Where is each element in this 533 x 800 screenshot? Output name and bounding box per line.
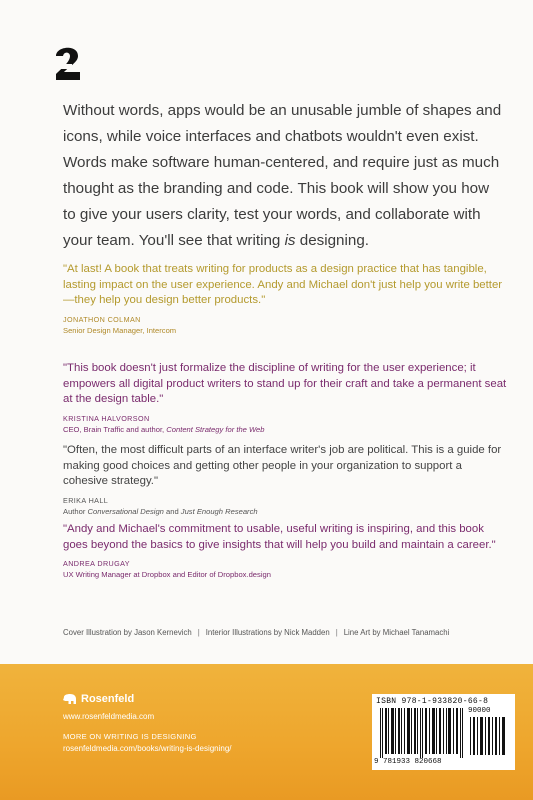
testimonial-2	[63, 361, 508, 434]
interior-credit: Interior Illustrations by Nick Madden	[205, 628, 330, 637]
description-text-end: designing.	[295, 232, 369, 249]
role-book-title: Content Strategy for the Web	[166, 424, 265, 434]
role-book-title-2: Just Enough Research	[180, 506, 258, 516]
more-info-heading: MORE ON WRITING IS DESIGNING	[63, 732, 197, 741]
testimonial-role: UX Writing Manager at Dropbox and Editor of Dropbox.design	[63, 570, 271, 579]
testimonial-author: JONATHON COLMAN	[63, 314, 141, 324]
testimonial-3	[63, 443, 508, 516]
ean-digits: 9 781933 820668	[374, 758, 442, 766]
book-description	[63, 98, 503, 254]
more-info-url: rosenfeldmedia.com/books/writing-is-designing/	[63, 744, 232, 753]
testimonial-author: ERIKA HALL	[63, 495, 109, 505]
testimonial-author: ANDREA DRUGAY	[63, 559, 130, 568]
description-text: Without words, apps would be an unusable jumble of shapes and icons, while voice interfaces and chatbots wouldn't even exist. Words make software human-centered, and require just as much thought as the branding and code. This book will show you how to give your users clarity, test your words, and collaborate with your team. You'll see that writing	[63, 102, 502, 249]
testimonial-4	[63, 522, 508, 579]
description-emphasis: is	[284, 232, 296, 249]
testimonial-quote: "Often, the most difficult parts of an interface writer's job are political. This is a guide for making good choices and getting other people in your organization to support a cohesive strategy."	[63, 444, 502, 487]
illustration-credits	[63, 628, 523, 637]
credit-separator: |	[335, 628, 338, 637]
price-barcode-bars	[470, 717, 506, 755]
publisher-name: Rosenfeld	[81, 693, 135, 705]
role-text: CEO, Brain Traffic and author,	[63, 424, 167, 434]
role-book-title: Conversational Design	[87, 506, 164, 516]
price-code: 90000	[468, 707, 491, 715]
role-text-mid: and	[163, 506, 181, 516]
publisher-number-logo	[52, 42, 84, 82]
testimonial-role	[63, 425, 508, 434]
cover-credit: Cover Illustration by Jason Kernevich	[63, 628, 192, 637]
ean-barcode-bars	[380, 708, 466, 758]
testimonial-role	[63, 507, 508, 516]
publisher-website: www.rosenfeldmedia.com	[63, 712, 155, 721]
testimonial-1	[63, 262, 508, 335]
elephant-icon	[63, 694, 77, 704]
testimonial-role: Senior Design Manager, Intercom	[63, 325, 177, 335]
testimonial-author: KRISTINA HALVORSON	[63, 413, 150, 423]
testimonial-quote: "Andy and Michael's commitment to usable, useful writing is inspiring, and this book goes beyond the basics to give insights that will help you build and maintain a career."	[63, 523, 496, 551]
role-text: Author	[63, 506, 88, 516]
isbn-barcode	[372, 694, 515, 770]
publisher-logo	[63, 693, 134, 705]
lineart-credit: Line Art by Michael Tanamachi	[343, 628, 450, 637]
isbn-number: ISBN 978-1-933820-66-8	[376, 697, 489, 706]
credit-separator: |	[197, 628, 200, 637]
rosenfeld-2-icon	[52, 42, 84, 82]
testimonial-quote: "At last! A book that treats writing for products as a design practice that has tangible, lasting impact on the user experience. Andy and Michael don't just help you write better—they help you design better products."	[63, 263, 503, 306]
testimonial-quote: "This book doesn't just formalize the discipline of writing for the user experience; it empowers all digital product writers to stand up for their craft and take a permanent seat at the design table."	[63, 362, 507, 405]
